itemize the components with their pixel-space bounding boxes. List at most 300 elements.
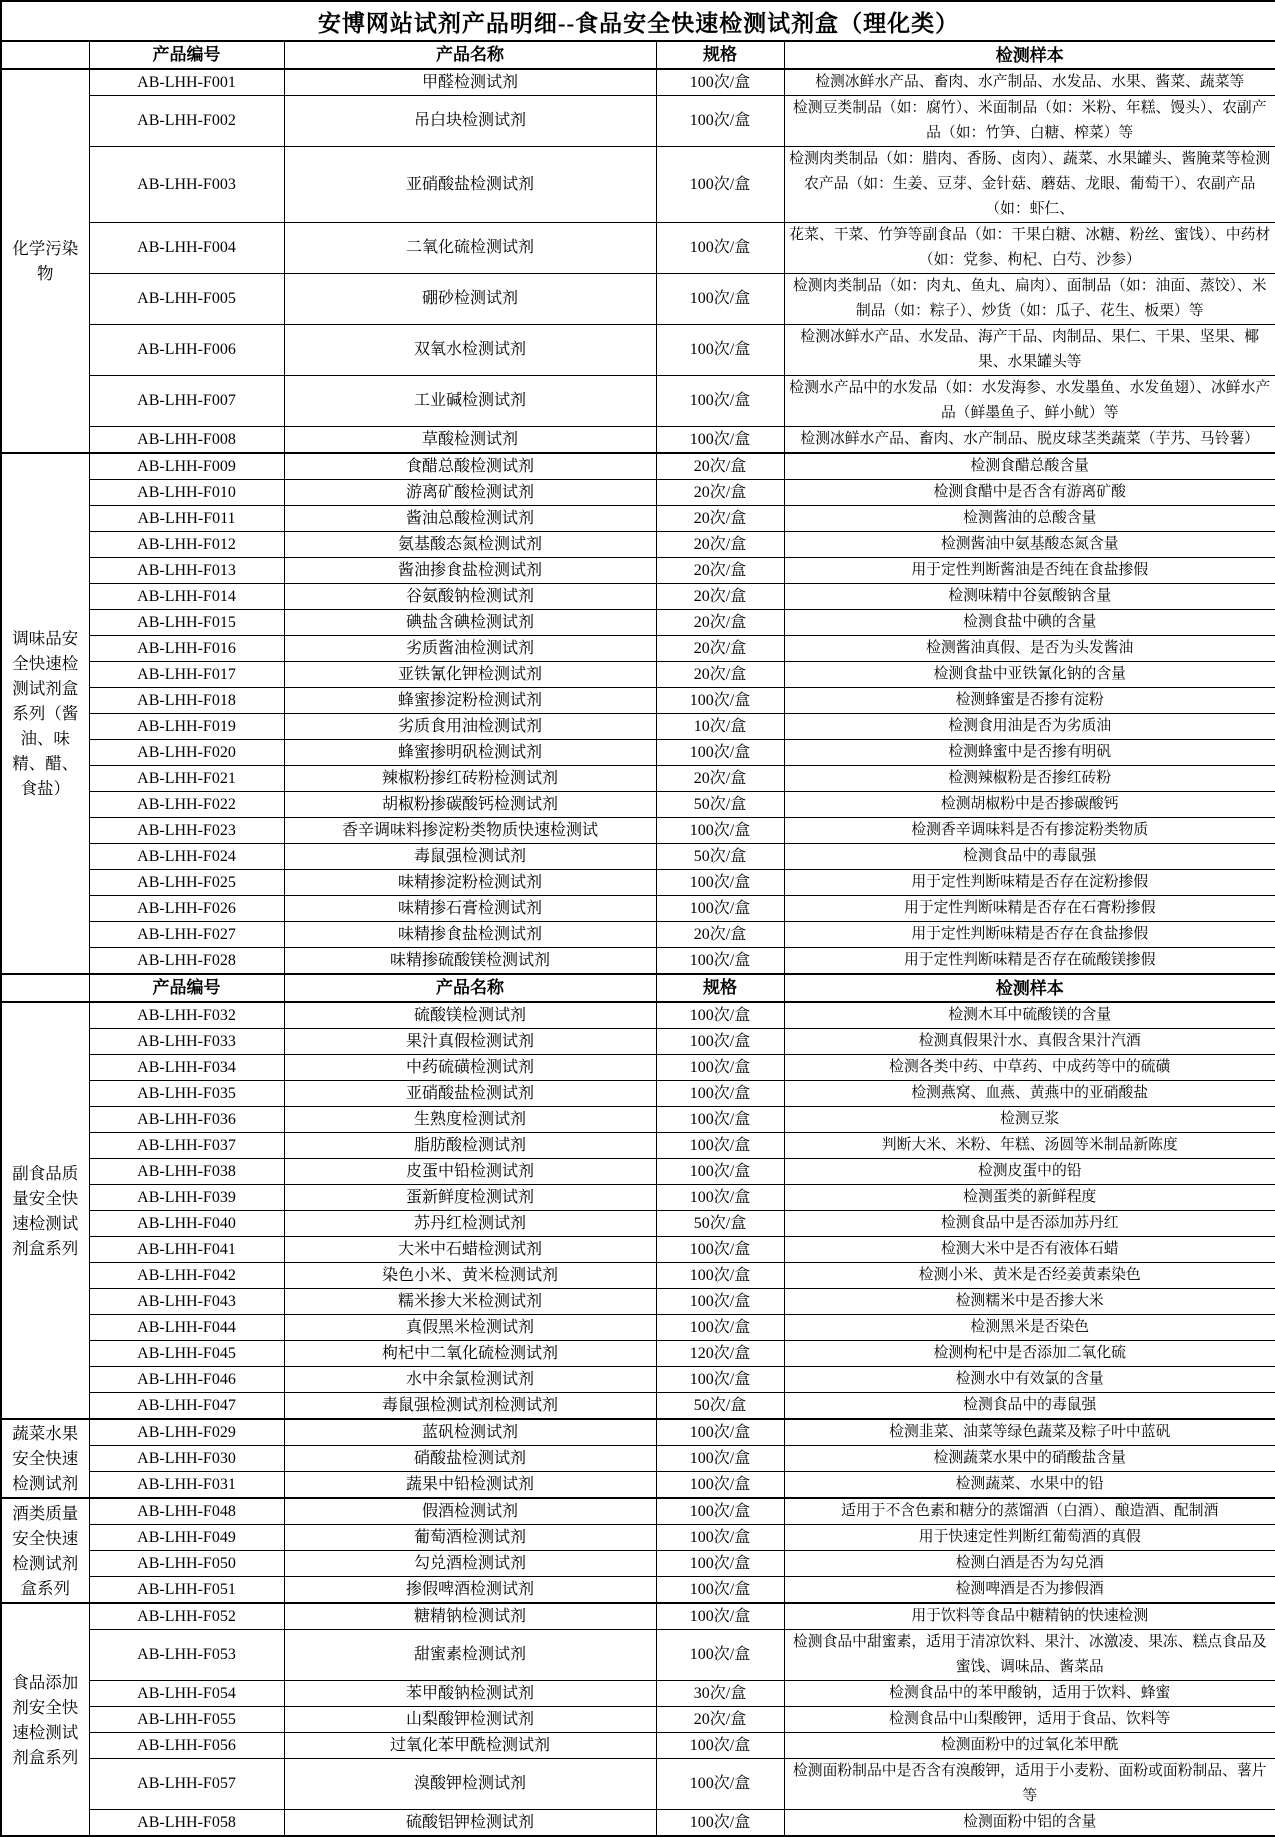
spec-cell: 20次/盒 bbox=[656, 610, 784, 636]
product-code-cell: AB-LHH-F012 bbox=[89, 532, 284, 558]
product-name-cell: 谷氨酸钠检测试剂 bbox=[284, 584, 656, 610]
table-row bbox=[1, 1472, 1275, 1499]
sample-cell: 用于饮料等食品中糖精钠的快速检测 bbox=[784, 1603, 1275, 1630]
product-code-cell: AB-LHH-F037 bbox=[89, 1133, 284, 1159]
product-code-cell: AB-LHH-F009 bbox=[89, 453, 284, 480]
product-code-cell: AB-LHH-F054 bbox=[89, 1681, 284, 1707]
product-code-cell: AB-LHH-F011 bbox=[89, 506, 284, 532]
sample-cell: 检测水中有效氯的含量 bbox=[784, 1367, 1275, 1393]
sample-cell: 检测面粉中的过氧化苯甲酰 bbox=[784, 1733, 1275, 1759]
sample-cell: 检测白酒是否为勾兑酒 bbox=[784, 1551, 1275, 1577]
table-row bbox=[1, 1498, 1275, 1525]
sample-cell: 检测味精中谷氨酸钠含量 bbox=[784, 584, 1275, 610]
table-row bbox=[1, 274, 1275, 325]
table-row bbox=[1, 1525, 1275, 1551]
spec-cell: 100次/盒 bbox=[656, 1603, 784, 1630]
product-name-cell: 水中余氯检测试剂 bbox=[284, 1367, 656, 1393]
category-cell: 酒类质量安全快速检测试剂盒系列 bbox=[1, 1498, 89, 1603]
spec-cell: 100次/盒 bbox=[656, 1029, 784, 1055]
product-code-cell: AB-LHH-F003 bbox=[89, 147, 284, 223]
sample-cell: 检测冰鲜水产品、畜肉、水产制品、脱皮球茎类蔬菜（芋艿、马铃薯） bbox=[784, 427, 1275, 454]
page-title: 安博网站试剂产品明细--食品安全快速检测试剂盒（理化类） bbox=[1, 1, 1275, 41]
product-code-cell: AB-LHH-F033 bbox=[89, 1029, 284, 1055]
product-code-cell: AB-LHH-F055 bbox=[89, 1707, 284, 1733]
sample-cell: 检测冰鲜水产品、水发品、海产干品、肉制品、果仁、干果、坚果、椰果、水果罐头等 bbox=[784, 325, 1275, 376]
spec-cell: 20次/盒 bbox=[656, 766, 784, 792]
product-code-cell: AB-LHH-F050 bbox=[89, 1551, 284, 1577]
sample-cell: 检测肉类制品（如：肉丸、鱼丸、扁肉）、面制品（如：油面、蒸饺）、米制品（如：粽子）、炒货（如：瓜子、花生、板栗）等 bbox=[784, 274, 1275, 325]
table-row bbox=[1, 1681, 1275, 1707]
spec-cell: 100次/盒 bbox=[656, 1472, 784, 1499]
product-code-cell: AB-LHH-F005 bbox=[89, 274, 284, 325]
sample-cell: 检测食醋中是否含有游离矿酸 bbox=[784, 480, 1275, 506]
spec-cell: 120次/盒 bbox=[656, 1341, 784, 1367]
table-row bbox=[1, 532, 1275, 558]
spec-cell: 100次/盒 bbox=[656, 1367, 784, 1393]
spec-cell: 100次/盒 bbox=[656, 1551, 784, 1577]
spec-cell: 100次/盒 bbox=[656, 1419, 784, 1446]
spec-cell: 100次/盒 bbox=[656, 1263, 784, 1289]
table-row bbox=[1, 714, 1275, 740]
column-header: 产品名称 bbox=[284, 974, 656, 1002]
column-header: 检测样本 bbox=[784, 41, 1275, 69]
spec-cell: 100次/盒 bbox=[656, 1289, 784, 1315]
sample-cell: 用于定性判断味精是否存在石膏粉掺假 bbox=[784, 896, 1275, 922]
table-row bbox=[1, 662, 1275, 688]
product-code-cell: AB-LHH-F027 bbox=[89, 922, 284, 948]
product-code-cell: AB-LHH-F007 bbox=[89, 376, 284, 427]
sample-cell: 检测蔬菜、水果中的铅 bbox=[784, 1472, 1275, 1499]
sample-cell: 检测蛋类的新鲜程度 bbox=[784, 1185, 1275, 1211]
sample-cell: 检测各类中药、中草药、中成药等中的硫磺 bbox=[784, 1055, 1275, 1081]
table-row bbox=[1, 1707, 1275, 1733]
sample-cell: 检测胡椒粉中是否掺碳酸钙 bbox=[784, 792, 1275, 818]
spec-cell: 100次/盒 bbox=[656, 1237, 784, 1263]
product-code-cell: AB-LHH-F041 bbox=[89, 1237, 284, 1263]
product-code-cell: AB-LHH-F036 bbox=[89, 1107, 284, 1133]
spec-cell: 50次/盒 bbox=[656, 792, 784, 818]
table-row bbox=[1, 740, 1275, 766]
spec-cell: 20次/盒 bbox=[656, 636, 784, 662]
product-name-cell: 苯甲酸钠检测试剂 bbox=[284, 1681, 656, 1707]
product-code-cell: AB-LHH-F047 bbox=[89, 1393, 284, 1420]
sample-cell: 检测小米、黄米是否经姜黄素染色 bbox=[784, 1263, 1275, 1289]
sample-cell: 适用于不含色素和糖分的蒸馏酒（白酒）、酿造酒、配制酒 bbox=[784, 1498, 1275, 1525]
sample-cell: 检测燕窝、血燕、黄燕中的亚硝酸盐 bbox=[784, 1081, 1275, 1107]
product-code-cell: AB-LHH-F044 bbox=[89, 1315, 284, 1341]
sample-cell: 检测韭菜、油菜等绿色蔬菜及粽子叶中蓝矾 bbox=[784, 1419, 1275, 1446]
product-name-cell: 双氧水检测试剂 bbox=[284, 325, 656, 376]
product-code-cell: AB-LHH-F023 bbox=[89, 818, 284, 844]
product-name-cell: 劣质酱油检测试剂 bbox=[284, 636, 656, 662]
spec-cell: 100次/盒 bbox=[656, 1315, 784, 1341]
table-row bbox=[1, 896, 1275, 922]
product-name-cell: 蛋新鲜度检测试剂 bbox=[284, 1185, 656, 1211]
table-row bbox=[1, 1107, 1275, 1133]
product-name-cell: 甜蜜素检测试剂 bbox=[284, 1630, 656, 1681]
sample-cell: 检测食盐中亚铁氰化钠的含量 bbox=[784, 662, 1275, 688]
table-row bbox=[1, 792, 1275, 818]
table-row bbox=[1, 223, 1275, 274]
spec-cell: 20次/盒 bbox=[656, 558, 784, 584]
product-code-cell: AB-LHH-F001 bbox=[89, 69, 284, 96]
sample-cell: 检测酱油真假、是否为头发酱油 bbox=[784, 636, 1275, 662]
product-code-cell: AB-LHH-F020 bbox=[89, 740, 284, 766]
spec-cell: 20次/盒 bbox=[656, 453, 784, 480]
product-name-cell: 硼砂检测试剂 bbox=[284, 274, 656, 325]
spec-cell: 100次/盒 bbox=[656, 1810, 784, 1837]
product-table-body bbox=[1, 1, 1275, 1836]
sample-cell: 检测蜂蜜是否掺有淀粉 bbox=[784, 688, 1275, 714]
sample-cell: 检测面粉制品中是否含有溴酸钾，适用于小麦粉、面粉或面粉制品、薯片等 bbox=[784, 1759, 1275, 1810]
spec-cell: 100次/盒 bbox=[656, 1159, 784, 1185]
table-row bbox=[1, 1133, 1275, 1159]
product-name-cell: 氨基酸态氮检测试剂 bbox=[284, 532, 656, 558]
table-row bbox=[1, 922, 1275, 948]
product-name-cell: 草酸检测试剂 bbox=[284, 427, 656, 454]
product-name-cell: 蔬果中铅检测试剂 bbox=[284, 1472, 656, 1499]
product-code-cell: AB-LHH-F040 bbox=[89, 1211, 284, 1237]
sample-cell: 用于定性判断味精是否存在硫酸镁掺假 bbox=[784, 948, 1275, 975]
sample-cell: 检测糯米中是否掺大米 bbox=[784, 1289, 1275, 1315]
column-header: 产品编号 bbox=[89, 974, 284, 1002]
product-code-cell: AB-LHH-F022 bbox=[89, 792, 284, 818]
product-code-cell: AB-LHH-F010 bbox=[89, 480, 284, 506]
product-code-cell: AB-LHH-F051 bbox=[89, 1577, 284, 1604]
product-name-cell: 糖精钠检测试剂 bbox=[284, 1603, 656, 1630]
sample-cell: 检测食品中的毒鼠强 bbox=[784, 1393, 1275, 1420]
sample-cell: 用于定性判断味精是否存在食盐掺假 bbox=[784, 922, 1275, 948]
spec-cell: 100次/盒 bbox=[656, 1759, 784, 1810]
product-code-cell: AB-LHH-F058 bbox=[89, 1810, 284, 1837]
product-code-cell: AB-LHH-F004 bbox=[89, 223, 284, 274]
sample-cell: 检测枸杞中是否添加二氧化硫 bbox=[784, 1341, 1275, 1367]
product-name-cell: 过氧化苯甲酰检测试剂 bbox=[284, 1733, 656, 1759]
product-code-cell: AB-LHH-F046 bbox=[89, 1367, 284, 1393]
spec-cell: 100次/盒 bbox=[656, 427, 784, 454]
product-name-cell: 蓝矾检测试剂 bbox=[284, 1419, 656, 1446]
product-name-cell: 游离矿酸检测试剂 bbox=[284, 480, 656, 506]
spec-cell: 100次/盒 bbox=[656, 1185, 784, 1211]
sample-cell: 用于快速定性判断红葡萄酒的真假 bbox=[784, 1525, 1275, 1551]
spec-cell: 100次/盒 bbox=[656, 896, 784, 922]
spec-cell: 100次/盒 bbox=[656, 818, 784, 844]
product-name-cell: 味精掺硫酸镁检测试剂 bbox=[284, 948, 656, 975]
spec-cell: 30次/盒 bbox=[656, 1681, 784, 1707]
product-name-cell: 劣质食用油检测试剂 bbox=[284, 714, 656, 740]
product-name-cell: 硫酸镁检测试剂 bbox=[284, 1002, 656, 1029]
table-row bbox=[1, 1367, 1275, 1393]
spec-cell: 100次/盒 bbox=[656, 274, 784, 325]
sample-cell: 检测食品中的毒鼠强 bbox=[784, 844, 1275, 870]
table-row bbox=[1, 1759, 1275, 1810]
table-row bbox=[1, 1055, 1275, 1081]
product-code-cell: AB-LHH-F018 bbox=[89, 688, 284, 714]
table-row bbox=[1, 1237, 1275, 1263]
column-header: 产品编号 bbox=[89, 41, 284, 69]
table-row bbox=[1, 325, 1275, 376]
product-name-cell: 苏丹红检测试剂 bbox=[284, 1211, 656, 1237]
sample-cell: 检测冰鲜水产品、畜肉、水产制品、水发品、水果、酱菜、蔬菜等 bbox=[784, 69, 1275, 96]
product-name-cell: 毒鼠强检测试剂检测试剂 bbox=[284, 1393, 656, 1420]
spec-cell: 20次/盒 bbox=[656, 532, 784, 558]
spec-cell: 20次/盒 bbox=[656, 922, 784, 948]
product-code-cell: AB-LHH-F029 bbox=[89, 1419, 284, 1446]
product-code-cell: AB-LHH-F049 bbox=[89, 1525, 284, 1551]
product-code-cell: AB-LHH-F014 bbox=[89, 584, 284, 610]
product-name-cell: 辣椒粉掺红砖粉检测试剂 bbox=[284, 766, 656, 792]
category-header-cell bbox=[1, 41, 89, 69]
table-row bbox=[1, 147, 1275, 223]
sample-cell: 检测啤酒是否为掺假酒 bbox=[784, 1577, 1275, 1604]
sample-cell: 花菜、干菜、竹笋等副食品（如：干果白糖、冰糖、粉丝、蜜饯）、中药材（如：党参、枸杞、白芍、沙参） bbox=[784, 223, 1275, 274]
category-cell: 化学污染物 bbox=[1, 69, 89, 453]
category-cell: 蔬菜水果安全快速检测试剂 bbox=[1, 1419, 89, 1498]
product-name-cell: 亚硝酸盐检测试剂 bbox=[284, 147, 656, 223]
category-cell: 副食品质量安全快速检测试剂盒系列 bbox=[1, 1002, 89, 1419]
product-code-cell: AB-LHH-F025 bbox=[89, 870, 284, 896]
table-row bbox=[1, 1551, 1275, 1577]
table-row bbox=[1, 1002, 1275, 1029]
spec-cell: 20次/盒 bbox=[656, 480, 784, 506]
product-code-cell: AB-LHH-F043 bbox=[89, 1289, 284, 1315]
product-code-cell: AB-LHH-F053 bbox=[89, 1630, 284, 1681]
spec-cell: 100次/盒 bbox=[656, 1498, 784, 1525]
product-code-cell: AB-LHH-F035 bbox=[89, 1081, 284, 1107]
spec-cell: 100次/盒 bbox=[656, 1733, 784, 1759]
sample-cell: 检测豆类制品（如：腐竹）、米面制品（如：米粉、年糕、馒头）、农副产品（如：竹笋、白糖、榨菜）等 bbox=[784, 96, 1275, 147]
spec-cell: 20次/盒 bbox=[656, 584, 784, 610]
spec-cell: 100次/盒 bbox=[656, 1133, 784, 1159]
sample-cell: 检测豆浆 bbox=[784, 1107, 1275, 1133]
sample-cell: 检测面粉中铝的含量 bbox=[784, 1810, 1275, 1837]
product-name-cell: 果汁真假检测试剂 bbox=[284, 1029, 656, 1055]
product-name-cell: 工业碱检测试剂 bbox=[284, 376, 656, 427]
product-name-cell: 酱油总酸检测试剂 bbox=[284, 506, 656, 532]
product-name-cell: 硫酸铝钾检测试剂 bbox=[284, 1810, 656, 1837]
product-code-cell: AB-LHH-F042 bbox=[89, 1263, 284, 1289]
product-name-cell: 假酒检测试剂 bbox=[284, 1498, 656, 1525]
product-code-cell: AB-LHH-F048 bbox=[89, 1498, 284, 1525]
product-code-cell: AB-LHH-F039 bbox=[89, 1185, 284, 1211]
product-name-cell: 蜂蜜掺明矾检测试剂 bbox=[284, 740, 656, 766]
table-row bbox=[1, 1603, 1275, 1630]
product-code-cell: AB-LHH-F015 bbox=[89, 610, 284, 636]
table-row bbox=[1, 427, 1275, 454]
product-name-cell: 味精掺食盐检测试剂 bbox=[284, 922, 656, 948]
table-row bbox=[1, 688, 1275, 714]
sample-cell: 检测蔬菜水果中的硝酸盐含量 bbox=[784, 1446, 1275, 1472]
table-row bbox=[1, 1315, 1275, 1341]
sample-cell: 检测食品中山梨酸钾，适用于食品、饮料等 bbox=[784, 1707, 1275, 1733]
table-row bbox=[1, 948, 1275, 975]
table-row bbox=[1, 1577, 1275, 1604]
column-header: 规格 bbox=[656, 974, 784, 1002]
spec-cell: 100次/盒 bbox=[656, 96, 784, 147]
product-code-cell: AB-LHH-F056 bbox=[89, 1733, 284, 1759]
product-name-cell: 味精掺石膏检测试剂 bbox=[284, 896, 656, 922]
product-name-cell: 生熟度检测试剂 bbox=[284, 1107, 656, 1133]
spec-cell: 100次/盒 bbox=[656, 69, 784, 96]
table-row bbox=[1, 766, 1275, 792]
spec-cell: 100次/盒 bbox=[656, 740, 784, 766]
table-row bbox=[1, 1446, 1275, 1472]
sample-cell: 检测酱油中氨基酸态氮含量 bbox=[784, 532, 1275, 558]
sample-cell: 检测蜂蜜中是否掺有明矾 bbox=[784, 740, 1275, 766]
product-code-cell: AB-LHH-F030 bbox=[89, 1446, 284, 1472]
product-name-cell: 香辛调味料掺淀粉类物质快速检测试 bbox=[284, 818, 656, 844]
table-row bbox=[1, 480, 1275, 506]
table-row bbox=[1, 96, 1275, 147]
spec-cell: 50次/盒 bbox=[656, 1393, 784, 1420]
table-row bbox=[1, 1159, 1275, 1185]
table-row bbox=[1, 558, 1275, 584]
sample-cell: 用于定性判断味精是否存在淀粉掺假 bbox=[784, 870, 1275, 896]
spec-cell: 100次/盒 bbox=[656, 1630, 784, 1681]
sample-cell: 检测食用油是否为劣质油 bbox=[784, 714, 1275, 740]
sample-cell: 检测皮蛋中的铅 bbox=[784, 1159, 1275, 1185]
sample-cell: 检测木耳中硫酸镁的含量 bbox=[784, 1002, 1275, 1029]
product-name-cell: 大米中石蜡检测试剂 bbox=[284, 1237, 656, 1263]
category-header-cell bbox=[1, 974, 89, 1002]
table-row bbox=[1, 818, 1275, 844]
column-header: 产品名称 bbox=[284, 41, 656, 69]
spec-cell: 100次/盒 bbox=[656, 1525, 784, 1551]
sample-cell: 判断大米、米粉、年糕、汤圆等米制品新陈度 bbox=[784, 1133, 1275, 1159]
product-code-cell: AB-LHH-F002 bbox=[89, 96, 284, 147]
spec-cell: 100次/盒 bbox=[656, 325, 784, 376]
product-name-cell: 山梨酸钾检测试剂 bbox=[284, 1707, 656, 1733]
product-name-cell: 中药硫磺检测试剂 bbox=[284, 1055, 656, 1081]
spec-cell: 100次/盒 bbox=[656, 1055, 784, 1081]
table-row bbox=[1, 636, 1275, 662]
table-row bbox=[1, 1810, 1275, 1837]
product-name-cell: 染色小米、黄米检测试剂 bbox=[284, 1263, 656, 1289]
spec-cell: 100次/盒 bbox=[656, 376, 784, 427]
product-code-cell: AB-LHH-F013 bbox=[89, 558, 284, 584]
table-row bbox=[1, 610, 1275, 636]
title-row bbox=[1, 1, 1275, 41]
spec-cell: 20次/盒 bbox=[656, 506, 784, 532]
product-name-cell: 毒鼠强检测试剂 bbox=[284, 844, 656, 870]
product-name-cell: 胡椒粉掺碳酸钙检测试剂 bbox=[284, 792, 656, 818]
spec-cell: 50次/盒 bbox=[656, 844, 784, 870]
column-header: 检测样本 bbox=[784, 974, 1275, 1002]
table-row bbox=[1, 1029, 1275, 1055]
product-name-cell: 味精掺淀粉检测试剂 bbox=[284, 870, 656, 896]
product-code-cell: AB-LHH-F021 bbox=[89, 766, 284, 792]
product-name-cell: 枸杞中二氧化硫检测试剂 bbox=[284, 1341, 656, 1367]
sample-cell: 检测肉类制品（如：腊肉、香肠、卤肉）、蔬菜、水果罐头、酱腌菜等检测农产品（如：生姜、豆芽、金针菇、蘑菇、龙眼、葡萄干）、农副产品（如：虾仁、 bbox=[784, 147, 1275, 223]
product-code-cell: AB-LHH-F026 bbox=[89, 896, 284, 922]
product-name-cell: 脂肪酸检测试剂 bbox=[284, 1133, 656, 1159]
header-row bbox=[1, 974, 1275, 1002]
sample-cell: 检测食盐中碘的含量 bbox=[784, 610, 1275, 636]
product-code-cell: AB-LHH-F017 bbox=[89, 662, 284, 688]
product-code-cell: AB-LHH-F052 bbox=[89, 1603, 284, 1630]
product-name-cell: 蜂蜜掺淀粉检测试剂 bbox=[284, 688, 656, 714]
sample-cell: 检测食品中是否添加苏丹红 bbox=[784, 1211, 1275, 1237]
category-cell: 食品添加剂安全快速检测试剂盒系列 bbox=[1, 1603, 89, 1836]
column-header: 规格 bbox=[656, 41, 784, 69]
product-code-cell: AB-LHH-F016 bbox=[89, 636, 284, 662]
product-name-cell: 掺假啤酒检测试剂 bbox=[284, 1577, 656, 1604]
table-row bbox=[1, 1419, 1275, 1446]
spec-cell: 20次/盒 bbox=[656, 1707, 784, 1733]
product-name-cell: 食醋总酸检测试剂 bbox=[284, 453, 656, 480]
product-code-cell: AB-LHH-F008 bbox=[89, 427, 284, 454]
sample-cell: 检测食品中甜蜜素，适用于清凉饮料、果汁、冰激凌、果冻、糕点食品及蜜饯、调味品、酱菜品 bbox=[784, 1630, 1275, 1681]
spec-cell: 100次/盒 bbox=[656, 688, 784, 714]
product-name-cell: 真假黑米检测试剂 bbox=[284, 1315, 656, 1341]
product-name-cell: 糯米掺大米检测试剂 bbox=[284, 1289, 656, 1315]
category-cell: 调味品安全快速检测试剂盒系列（酱油、味精、醋、食盐） bbox=[1, 453, 89, 974]
product-name-cell: 勾兑酒检测试剂 bbox=[284, 1551, 656, 1577]
product-name-cell: 二氧化硫检测试剂 bbox=[284, 223, 656, 274]
sample-cell: 用于定性判断酱油是否纯在食盐掺假 bbox=[784, 558, 1275, 584]
product-code-cell: AB-LHH-F028 bbox=[89, 948, 284, 975]
spec-cell: 100次/盒 bbox=[656, 1107, 784, 1133]
product-name-cell: 亚铁氰化钾检测试剂 bbox=[284, 662, 656, 688]
spec-cell: 100次/盒 bbox=[656, 948, 784, 975]
table-row bbox=[1, 870, 1275, 896]
sample-cell: 检测香辛调味料是否有掺淀粉类物质 bbox=[784, 818, 1275, 844]
table-row bbox=[1, 1630, 1275, 1681]
spec-cell: 100次/盒 bbox=[656, 870, 784, 896]
table-row bbox=[1, 69, 1275, 96]
product-code-cell: AB-LHH-F034 bbox=[89, 1055, 284, 1081]
spec-cell: 100次/盒 bbox=[656, 1002, 784, 1029]
spec-cell: 100次/盒 bbox=[656, 1577, 784, 1604]
product-code-cell: AB-LHH-F031 bbox=[89, 1472, 284, 1499]
product-name-cell: 葡萄酒检测试剂 bbox=[284, 1525, 656, 1551]
product-code-cell: AB-LHH-F057 bbox=[89, 1759, 284, 1810]
sample-cell: 检测黑米是否染色 bbox=[784, 1315, 1275, 1341]
sample-cell: 检测真假果汁水、真假含果汁汽酒 bbox=[784, 1029, 1275, 1055]
product-code-cell: AB-LHH-F032 bbox=[89, 1002, 284, 1029]
product-code-cell: AB-LHH-F038 bbox=[89, 1159, 284, 1185]
product-name-cell: 吊白块检测试剂 bbox=[284, 96, 656, 147]
table-row bbox=[1, 376, 1275, 427]
header-row bbox=[1, 41, 1275, 69]
table-row bbox=[1, 1733, 1275, 1759]
table-row bbox=[1, 1081, 1275, 1107]
table-row bbox=[1, 844, 1275, 870]
product-code-cell: AB-LHH-F045 bbox=[89, 1341, 284, 1367]
table-row bbox=[1, 584, 1275, 610]
sample-cell: 检测水产品中的水发品（如：水发海参、水发墨鱼、水发鱼翅）、冰鲜水产品（鲜墨鱼子、鲜小鱿）等 bbox=[784, 376, 1275, 427]
table-row bbox=[1, 1263, 1275, 1289]
spec-cell: 100次/盒 bbox=[656, 147, 784, 223]
spec-cell: 50次/盒 bbox=[656, 1211, 784, 1237]
spec-cell: 10次/盒 bbox=[656, 714, 784, 740]
table-row bbox=[1, 1211, 1275, 1237]
product-name-cell: 甲醛检测试剂 bbox=[284, 69, 656, 96]
sample-cell: 检测酱油的总酸含量 bbox=[784, 506, 1275, 532]
product-code-cell: AB-LHH-F006 bbox=[89, 325, 284, 376]
sample-cell: 检测食品中的苯甲酸钠，适用于饮料、蜂蜜 bbox=[784, 1681, 1275, 1707]
product-name-cell: 溴酸钾检测试剂 bbox=[284, 1759, 656, 1810]
spec-cell: 100次/盒 bbox=[656, 223, 784, 274]
table-row bbox=[1, 1393, 1275, 1420]
table-row bbox=[1, 1185, 1275, 1211]
product-name-cell: 酱油掺食盐检测试剂 bbox=[284, 558, 656, 584]
sample-cell: 检测大米中是否有液体石蜡 bbox=[784, 1237, 1275, 1263]
spec-cell: 20次/盒 bbox=[656, 662, 784, 688]
product-code-cell: AB-LHH-F019 bbox=[89, 714, 284, 740]
product-name-cell: 亚硝酸盐检测试剂 bbox=[284, 1081, 656, 1107]
sample-cell: 检测食醋总酸含量 bbox=[784, 453, 1275, 480]
